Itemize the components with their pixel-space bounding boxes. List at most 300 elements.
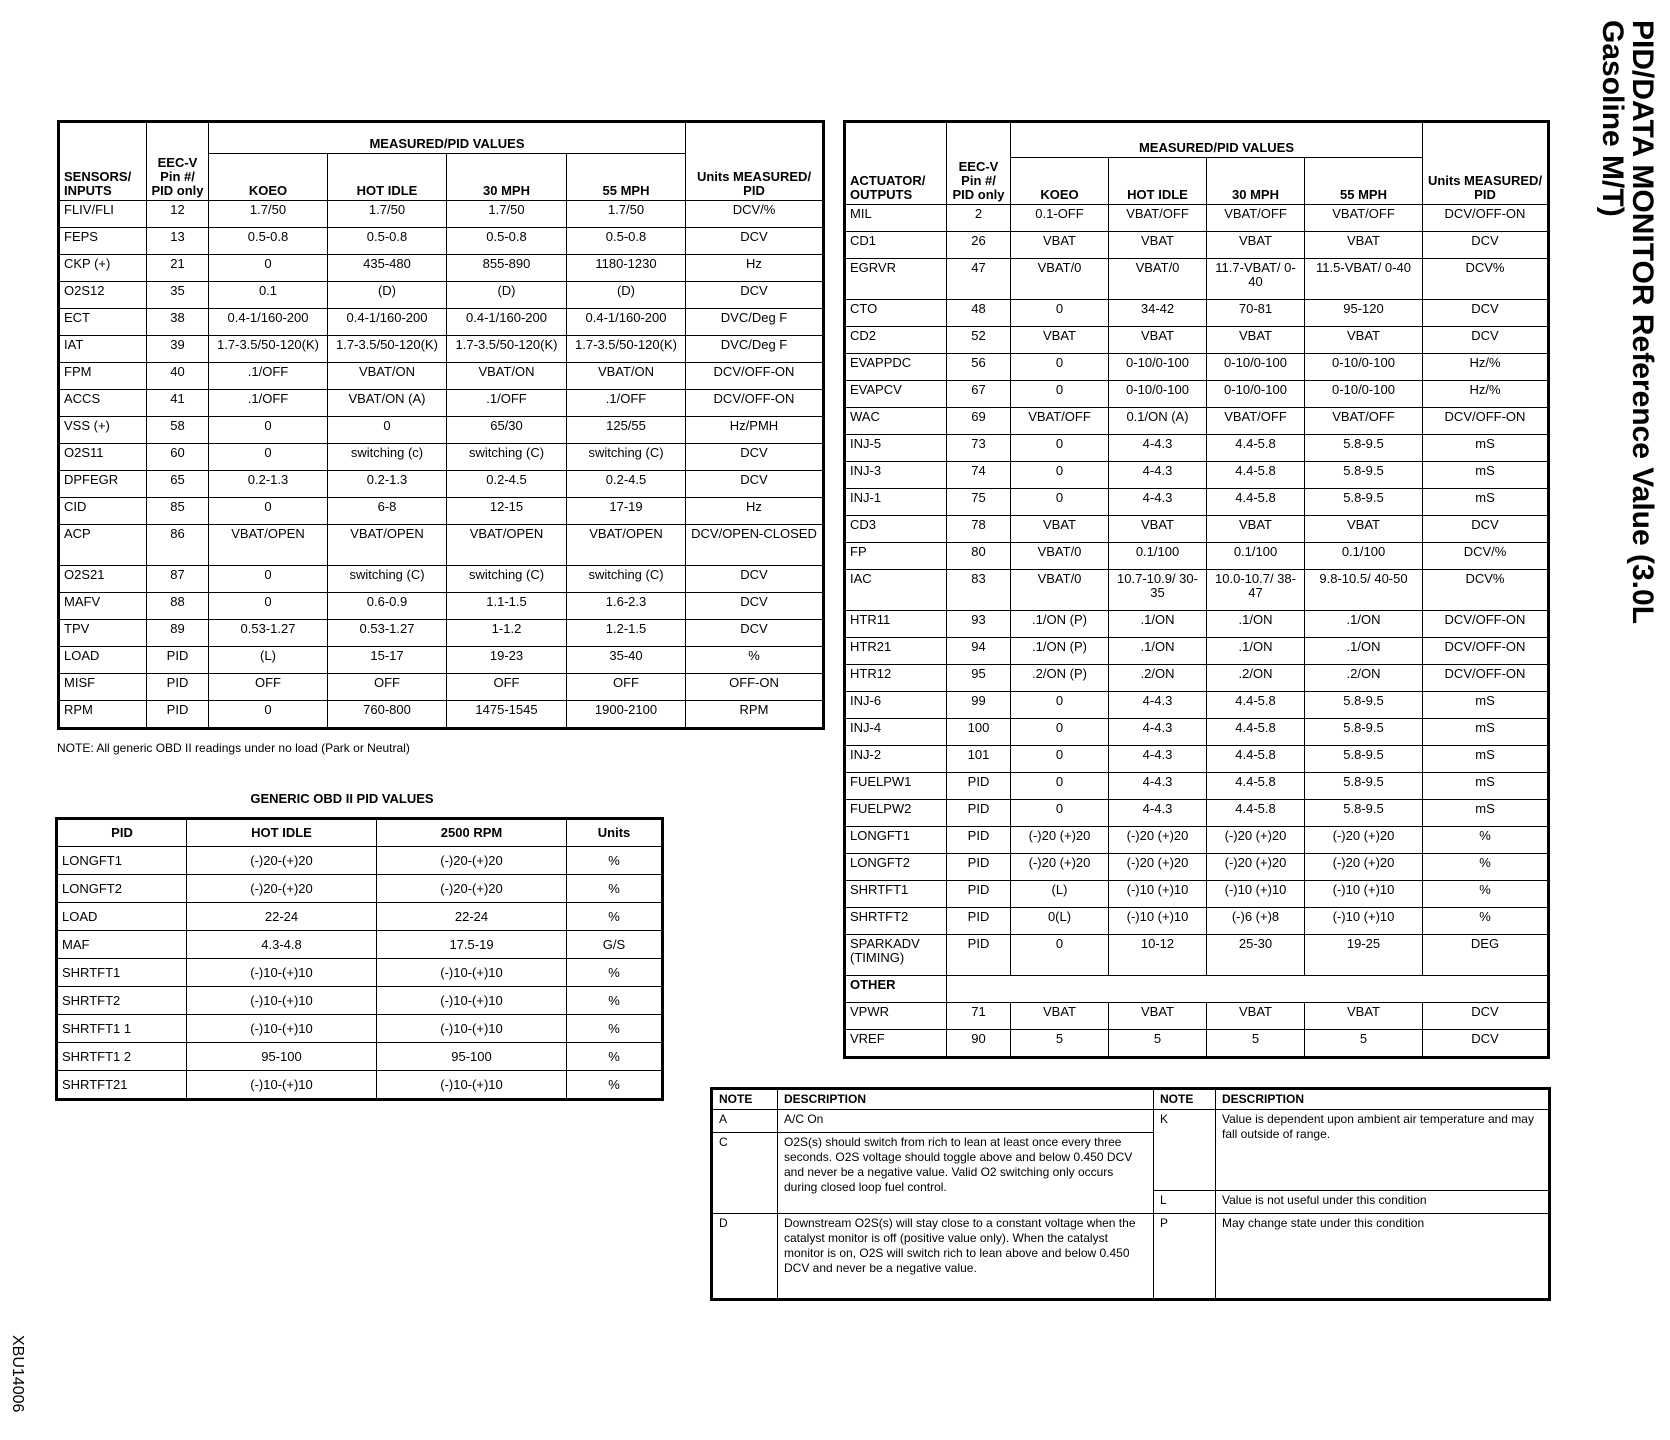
value-cell: 0 <box>209 444 328 471</box>
value-cell: 4.4-5.8 <box>1207 773 1305 800</box>
value-cell: VBAT <box>1207 327 1305 354</box>
value-cell: .1/ON <box>1109 638 1207 665</box>
obd-pid-cell: LONGFT1 <box>57 847 187 875</box>
value-cell: mS <box>1423 773 1549 800</box>
value-cell: (-)20 (+)20 <box>1305 827 1423 854</box>
obd-value-cell: 22-24 <box>187 903 377 931</box>
value-cell: OFF <box>209 674 328 701</box>
value-cell: 4.4-5.8 <box>1207 462 1305 489</box>
page-title <box>1597 20 1657 720</box>
value-cell: 11.5-VBAT/ 0-40 <box>1305 259 1423 300</box>
value-cell: 52 <box>947 327 1011 354</box>
row-label-cell: CID <box>59 498 147 525</box>
value-cell: Hz <box>686 255 824 282</box>
value-cell: VBAT/OPEN <box>328 525 447 566</box>
value-cell: 67 <box>947 381 1011 408</box>
value-cell: 4-4.3 <box>1109 692 1207 719</box>
value-cell: 4.4-5.8 <box>1207 435 1305 462</box>
value-cell: 60 <box>147 444 209 471</box>
value-cell: 1.7-3.5/50-120(K) <box>447 336 567 363</box>
value-cell: 0.1/100 <box>1207 543 1305 570</box>
value-cell: 65/30 <box>447 417 567 444</box>
row-label-cell: DPFEGR <box>59 471 147 498</box>
value-cell: 0.1-OFF <box>1011 205 1109 232</box>
row-label-cell: LONGFT1 <box>845 827 947 854</box>
value-cell: Hz/PMH <box>686 417 824 444</box>
value-cell: DCV/% <box>686 201 824 228</box>
row-label-cell: LONGFT2 <box>845 854 947 881</box>
value-cell: mS <box>1423 746 1549 773</box>
note-description: Downstream O2S(s) will stay close to a constant voltage when the catalyst monitor is off (positive value only). When the catalyst monitor is on, O2S will switch rich to lean above and below 0.450 DCV and never be a negative value. <box>778 1214 1154 1300</box>
value-cell: 10.7-10.9/ 30-35 <box>1109 570 1207 611</box>
value-cell: 1.1-1.5 <box>447 593 567 620</box>
value-cell: 0 <box>1011 381 1109 408</box>
value-cell: DCV <box>1423 1030 1549 1058</box>
notes-col-desc-left: DESCRIPTION <box>778 1089 1154 1110</box>
value-cell: 1.2-1.5 <box>567 620 686 647</box>
actuator-row <box>845 232 1549 259</box>
value-cell: 1180-1230 <box>567 255 686 282</box>
value-cell: VBAT/ON <box>447 363 567 390</box>
obd-pid-cell: LONGFT2 <box>57 875 187 903</box>
value-cell: switching (C) <box>447 444 567 471</box>
actuator-row <box>845 462 1549 489</box>
value-cell: 0 <box>209 593 328 620</box>
value-cell: 5.8-9.5 <box>1305 773 1423 800</box>
value-cell: (L) <box>1011 881 1109 908</box>
other-row <box>845 1003 1549 1030</box>
value-cell: (-)6 (+)8 <box>1207 908 1305 935</box>
value-cell: 1.7/50 <box>447 201 567 228</box>
value-cell: 1.7-3.5/50-120(K) <box>567 336 686 363</box>
value-cell: VBAT/OPEN <box>567 525 686 566</box>
value-cell: 0.5-0.8 <box>209 228 328 255</box>
value-cell: 0 <box>1011 354 1109 381</box>
value-cell: 101 <box>947 746 1011 773</box>
value-cell: (-)20 (+)20 <box>1011 854 1109 881</box>
value-cell: 11.7-VBAT/ 0-40 <box>1207 259 1305 300</box>
value-cell: 85 <box>147 498 209 525</box>
sensor-row <box>59 566 824 593</box>
actuator-row <box>845 327 1549 354</box>
row-label-cell: INJ-2 <box>845 746 947 773</box>
value-cell: VBAT/ON <box>567 363 686 390</box>
row-label-cell: EVAPCV <box>845 381 947 408</box>
value-cell: DCV/OFF-ON <box>1423 205 1549 232</box>
col-30mph-header: 30 MPH <box>447 154 567 201</box>
value-cell: 12 <box>147 201 209 228</box>
obd-value-cell: % <box>567 903 663 931</box>
value-cell: 0.1 <box>209 282 328 309</box>
value-cell: Hz <box>686 498 824 525</box>
value-cell: DCV <box>686 620 824 647</box>
value-cell: 5.8-9.5 <box>1305 746 1423 773</box>
value-cell: 0.2-4.5 <box>447 471 567 498</box>
value-cell: (-)20 (+)20 <box>1305 854 1423 881</box>
value-cell: VBAT <box>1109 1003 1207 1030</box>
value-cell: VBAT/OPEN <box>209 525 328 566</box>
value-cell: (-)20 (+)20 <box>1207 827 1305 854</box>
value-cell: 5.8-9.5 <box>1305 719 1423 746</box>
value-cell: 1-1.2 <box>447 620 567 647</box>
value-cell: 95 <box>947 665 1011 692</box>
generic-obd-table <box>55 817 664 1101</box>
value-cell: 4.4-5.8 <box>1207 800 1305 827</box>
value-cell: 71 <box>947 1003 1011 1030</box>
value-cell: .1/ON (P) <box>1011 638 1109 665</box>
value-cell: 94 <box>947 638 1011 665</box>
value-cell: 5.8-9.5 <box>1305 800 1423 827</box>
obd-pid-cell: SHRTFT21 <box>57 1071 187 1100</box>
value-cell: .1/OFF <box>209 363 328 390</box>
value-cell: 13 <box>147 228 209 255</box>
value-cell: 15-17 <box>328 647 447 674</box>
sensor-row <box>59 593 824 620</box>
value-cell: 0-10/0-100 <box>1207 381 1305 408</box>
obd-pid-cell: MAF <box>57 931 187 959</box>
row-label-cell: CD3 <box>845 516 947 543</box>
note-description: May change state under this condition <box>1216 1214 1550 1300</box>
row-label-cell: EVAPPDC <box>845 354 947 381</box>
actuator-row <box>845 611 1549 638</box>
value-cell: 75 <box>947 489 1011 516</box>
actuator-row <box>845 259 1549 300</box>
obd-value-cell: % <box>567 1071 663 1100</box>
value-cell: 0.1/100 <box>1305 543 1423 570</box>
sensor-row <box>59 201 824 228</box>
value-cell: Hz/% <box>1423 381 1549 408</box>
value-cell: 0-10/0-100 <box>1207 354 1305 381</box>
obd-value-cell: (-)10-(+)10 <box>377 987 567 1015</box>
value-cell: 5 <box>1011 1030 1109 1058</box>
value-cell: VBAT <box>1109 327 1207 354</box>
value-cell: 855-890 <box>447 255 567 282</box>
value-cell: VBAT <box>1305 516 1423 543</box>
obd-row <box>57 1043 663 1071</box>
value-cell: (-)10 (+)10 <box>1305 908 1423 935</box>
value-cell: VBAT/OFF <box>1305 205 1423 232</box>
value-cell: 4-4.3 <box>1109 746 1207 773</box>
value-cell: switching (C) <box>567 444 686 471</box>
row-label-cell: FUELPW2 <box>845 800 947 827</box>
value-cell: 5.8-9.5 <box>1305 462 1423 489</box>
value-cell: 83 <box>947 570 1011 611</box>
obd-value-cell: (-)10-(+)10 <box>377 1015 567 1043</box>
row-label-cell: FPM <box>59 363 147 390</box>
value-cell: (-)10 (+)10 <box>1305 881 1423 908</box>
value-cell: DCV/OFF-ON <box>1423 638 1549 665</box>
act-col-55mph-header: 55 MPH <box>1305 158 1423 205</box>
value-cell: 12-15 <box>447 498 567 525</box>
row-label-cell: O2S11 <box>59 444 147 471</box>
value-cell: (D) <box>567 282 686 309</box>
note-description: A/C On <box>778 1110 1154 1133</box>
actuator-row <box>845 543 1549 570</box>
sensor-row <box>59 336 824 363</box>
sensor-row <box>59 647 824 674</box>
value-cell: 4.4-5.8 <box>1207 489 1305 516</box>
value-cell: 93 <box>947 611 1011 638</box>
value-cell: .1/ON (P) <box>1011 611 1109 638</box>
obd-pid-cell: SHRTFT2 <box>57 987 187 1015</box>
sensors-inputs-table <box>57 120 825 730</box>
value-cell: 1.7/50 <box>567 201 686 228</box>
sensor-row <box>59 282 824 309</box>
sensor-row <box>59 255 824 282</box>
value-cell: 0 <box>1011 435 1109 462</box>
value-cell: VBAT <box>1305 327 1423 354</box>
value-cell: DCV <box>1423 516 1549 543</box>
value-cell: 0-10/0-100 <box>1305 381 1423 408</box>
obd-value-cell: 17.5-19 <box>377 931 567 959</box>
value-cell: .2/ON <box>1207 665 1305 692</box>
value-cell: VBAT <box>1207 232 1305 259</box>
row-label-cell: VREF <box>845 1030 947 1058</box>
row-label-cell: O2S12 <box>59 282 147 309</box>
value-cell: (D) <box>447 282 567 309</box>
value-cell: 5.8-9.5 <box>1305 692 1423 719</box>
sensor-row <box>59 417 824 444</box>
value-cell: .1/ON <box>1207 638 1305 665</box>
sensor-row <box>59 309 824 336</box>
actuator-row <box>845 489 1549 516</box>
value-cell: 1.7-3.5/50-120(K) <box>209 336 328 363</box>
value-cell: 4-4.3 <box>1109 435 1207 462</box>
note-code: P <box>1154 1214 1216 1300</box>
value-cell: DCV <box>686 593 824 620</box>
value-cell: (-)10 (+)10 <box>1109 881 1207 908</box>
row-label-cell: INJ-3 <box>845 462 947 489</box>
value-cell: 88 <box>147 593 209 620</box>
value-cell: 65 <box>147 471 209 498</box>
value-cell: (L) <box>209 647 328 674</box>
value-cell: 19-25 <box>1305 935 1423 976</box>
value-cell: DEG <box>1423 935 1549 976</box>
row-label-cell: INJ-4 <box>845 719 947 746</box>
row-label-cell: SHRTFT1 <box>845 881 947 908</box>
value-cell: .1/ON <box>1207 611 1305 638</box>
value-cell: % <box>686 647 824 674</box>
value-cell: 80 <box>947 543 1011 570</box>
document-id: XBU14006 <box>9 1335 26 1413</box>
sensor-row <box>59 498 824 525</box>
value-cell: 0.5-0.8 <box>447 228 567 255</box>
obd-value-cell: (-)20-(+)20 <box>377 875 567 903</box>
notes-table <box>710 1087 1551 1301</box>
value-cell: VBAT/OFF <box>1207 205 1305 232</box>
actuator-row <box>845 665 1549 692</box>
row-label-cell: SHRTFT2 <box>845 908 947 935</box>
value-cell: 89 <box>147 620 209 647</box>
obd-value-cell: (-)10-(+)10 <box>187 959 377 987</box>
value-cell: VBAT/0 <box>1011 570 1109 611</box>
row-label-cell: VPWR <box>845 1003 947 1030</box>
actuator-row <box>845 881 1549 908</box>
value-cell: 4.4-5.8 <box>1207 746 1305 773</box>
value-cell: 100 <box>947 719 1011 746</box>
act-col-pin-header: EEC-V Pin #/ PID only <box>947 122 1011 205</box>
col-units-header: Units MEASURED/ PID <box>686 122 824 201</box>
value-cell: 0.4-1/160-200 <box>209 309 328 336</box>
value-cell: VBAT <box>1011 232 1109 259</box>
value-cell: (-)10 (+)10 <box>1207 881 1305 908</box>
value-cell: 1.7-3.5/50-120(K) <box>328 336 447 363</box>
row-label-cell: ACCS <box>59 390 147 417</box>
sensor-row <box>59 390 824 417</box>
value-cell: 0.4-1/160-200 <box>567 309 686 336</box>
row-label-cell: CTO <box>845 300 947 327</box>
value-cell: 760-800 <box>328 701 447 729</box>
value-cell: 0.5-0.8 <box>328 228 447 255</box>
value-cell: 0.53-1.27 <box>209 620 328 647</box>
obd-value-cell: 4.3-4.8 <box>187 931 377 959</box>
value-cell: % <box>1423 881 1549 908</box>
value-cell: DCV/OFF-ON <box>686 363 824 390</box>
actuator-row <box>845 827 1549 854</box>
obd-pid-cell: LOAD <box>57 903 187 931</box>
value-cell: 56 <box>947 354 1011 381</box>
row-label-cell: FP <box>845 543 947 570</box>
note-code: L <box>1154 1191 1216 1214</box>
obd-row <box>57 875 663 903</box>
row-label-cell: FEPS <box>59 228 147 255</box>
actuators-outputs-table <box>843 120 1550 1059</box>
note-description: Value is dependent upon ambient air temperature and may fall outside of range. <box>1216 1110 1550 1191</box>
value-cell: 10-12 <box>1109 935 1207 976</box>
value-cell: (-)10 (+)10 <box>1109 908 1207 935</box>
actuator-row <box>845 408 1549 435</box>
value-cell: PID <box>947 935 1011 976</box>
value-cell: 0 <box>1011 800 1109 827</box>
value-cell: DCV <box>1423 1003 1549 1030</box>
value-cell: 87 <box>147 566 209 593</box>
value-cell: 41 <box>147 390 209 417</box>
notes-col-note-left: NOTE <box>712 1089 778 1110</box>
value-cell: 0(L) <box>1011 908 1109 935</box>
value-cell: 19-23 <box>447 647 567 674</box>
value-cell: (-)20 (+)20 <box>1207 854 1305 881</box>
value-cell: DCV <box>686 282 824 309</box>
obd-row <box>57 959 663 987</box>
value-cell: 0 <box>1011 935 1109 976</box>
actuator-row <box>845 692 1549 719</box>
obd-col-units: Units <box>567 819 663 847</box>
row-label-cell: INJ-1 <box>845 489 947 516</box>
value-cell: 0 <box>1011 692 1109 719</box>
value-cell: 5 <box>1109 1030 1207 1058</box>
value-cell: 69 <box>947 408 1011 435</box>
col-koeo-header: KOEO <box>209 154 328 201</box>
row-label-cell: INJ-6 <box>845 692 947 719</box>
value-cell: 125/55 <box>567 417 686 444</box>
value-cell: VBAT <box>1011 516 1109 543</box>
value-cell: 9.8-10.5/ 40-50 <box>1305 570 1423 611</box>
value-cell: 0-10/0-100 <box>1109 381 1207 408</box>
value-cell: 0.53-1.27 <box>328 620 447 647</box>
other-row <box>845 1030 1549 1058</box>
obd-row <box>57 931 663 959</box>
value-cell: RPM <box>686 701 824 729</box>
value-cell: 1900-2100 <box>567 701 686 729</box>
row-label-cell: WAC <box>845 408 947 435</box>
value-cell: DCV/OPEN-CLOSED <box>686 525 824 566</box>
value-cell: DCV <box>1423 327 1549 354</box>
actuator-row <box>845 719 1549 746</box>
value-cell: .2/ON <box>1305 665 1423 692</box>
note-code: A <box>712 1110 778 1133</box>
row-label-cell: FUELPW1 <box>845 773 947 800</box>
value-cell: VBAT/0 <box>1011 543 1109 570</box>
row-label-cell: INJ-5 <box>845 435 947 462</box>
value-cell: 0.2-1.3 <box>209 471 328 498</box>
value-cell: DCV <box>686 444 824 471</box>
act-col-hotidle-header: HOT IDLE <box>1109 158 1207 205</box>
value-cell: DCV <box>686 566 824 593</box>
obd-value-cell: (-)10-(+)10 <box>377 959 567 987</box>
actuator-row <box>845 854 1549 881</box>
actuator-row <box>845 800 1549 827</box>
value-cell: DVC/Deg F <box>686 309 824 336</box>
obd-value-cell: % <box>567 1015 663 1043</box>
col-55mph-header: 55 MPH <box>567 154 686 201</box>
value-cell: .1/OFF <box>447 390 567 417</box>
value-cell: VBAT <box>1109 232 1207 259</box>
value-cell: 0 <box>1011 462 1109 489</box>
value-cell: PID <box>147 674 209 701</box>
row-label-cell: MISF <box>59 674 147 701</box>
value-cell: 0-10/0-100 <box>1109 354 1207 381</box>
obd-value-cell: % <box>567 987 663 1015</box>
actuator-row <box>845 773 1549 800</box>
note-code: K <box>1154 1110 1216 1191</box>
value-cell: 35-40 <box>567 647 686 674</box>
value-cell: 0.1/100 <box>1109 543 1207 570</box>
other-section-row <box>845 976 1549 1003</box>
value-cell: OFF <box>567 674 686 701</box>
value-cell: .1/OFF <box>209 390 328 417</box>
obd-pid-cell: SHRTFT1 <box>57 959 187 987</box>
obd-row <box>57 847 663 875</box>
value-cell: 6-8 <box>328 498 447 525</box>
value-cell: 0 <box>1011 746 1109 773</box>
col-sensor-header: SENSORS/ INPUTS <box>59 122 147 201</box>
value-cell: DCV/OFF-ON <box>1423 665 1549 692</box>
sensor-row <box>59 701 824 729</box>
value-cell: 25-30 <box>1207 935 1305 976</box>
value-cell: PID <box>147 647 209 674</box>
value-cell: 99 <box>947 692 1011 719</box>
notes-col-desc-right: DESCRIPTION <box>1216 1089 1550 1110</box>
sensor-row <box>59 674 824 701</box>
value-cell: 39 <box>147 336 209 363</box>
value-cell: VBAT <box>1109 516 1207 543</box>
value-cell: 0 <box>209 701 328 729</box>
row-label-cell: VSS (+) <box>59 417 147 444</box>
value-cell: DCV <box>1423 232 1549 259</box>
value-cell: DCV% <box>1423 259 1549 300</box>
value-cell: 95-120 <box>1305 300 1423 327</box>
value-cell: PID <box>947 908 1011 935</box>
value-cell: 17-19 <box>567 498 686 525</box>
row-label-cell: TPV <box>59 620 147 647</box>
value-cell: 4-4.3 <box>1109 719 1207 746</box>
actuator-row <box>845 435 1549 462</box>
col-pin-header: EEC-V Pin #/ PID only <box>147 122 209 201</box>
value-cell: Hz/% <box>1423 354 1549 381</box>
row-label-cell: IAC <box>845 570 947 611</box>
value-cell: 0 <box>1011 489 1109 516</box>
value-cell: .1/ON <box>1109 611 1207 638</box>
